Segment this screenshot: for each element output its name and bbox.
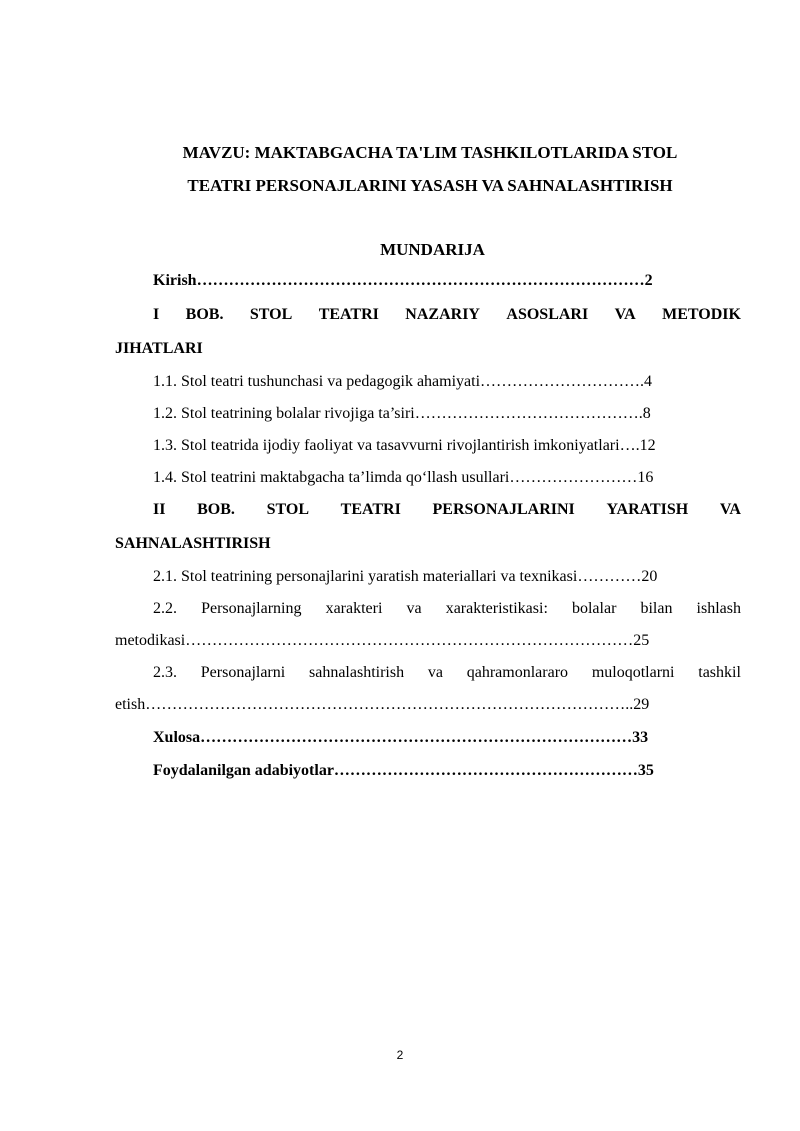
toc-word: STOL — [249, 306, 293, 323]
toc-entry-chapter-2-cont: SAHNALASHTIRISH — [115, 535, 271, 552]
toc-entry-xulosa: Xulosa………………………………………………………………………33 — [153, 729, 649, 746]
toc-entry-adabiyotlar: Foydalanilgan adabiyotlar…………………………………………………35 — [153, 762, 654, 779]
toc-entry-chapter-1 — [153, 305, 741, 325]
toc-word: bolalar — [571, 600, 617, 617]
toc-word: 2.3. — [153, 664, 177, 681]
toc-entry-2-1: 2.1. Stol teatrining personajlarini yaratish materiallari va texnikasi…………20 — [153, 568, 658, 585]
toc-entry-2-2 — [153, 599, 741, 619]
toc-word: Personajlarni — [200, 664, 286, 681]
toc-word: ASOSLARI — [506, 306, 589, 323]
toc-word: ishlash — [696, 600, 741, 617]
toc-entry-1-3: 1.3. Stol teatrida ijodiy faoliyat va tasavvurni rivojlantirish imkoniyatlari….12 — [153, 437, 656, 454]
toc-entry-2-3 — [153, 663, 741, 683]
toc-entry-chapter-2 — [153, 500, 741, 520]
toc-heading: MUNDARIJA — [380, 240, 485, 259]
toc-word: I — [153, 306, 160, 323]
toc-word: Personajlarning — [201, 600, 302, 617]
toc-word: VA — [614, 306, 636, 323]
toc-word: bilan — [640, 600, 673, 617]
toc-word: sahnalashtirish — [308, 664, 405, 681]
toc-word: METODIK — [662, 306, 741, 323]
toc-word: YARATISH — [606, 501, 689, 518]
toc-word: xarakteri — [325, 600, 383, 617]
toc-word: va — [427, 664, 443, 681]
toc-word: muloqotlarni — [591, 664, 675, 681]
toc-word: STOL — [266, 501, 309, 518]
document-title-line-2: TEATRI PERSONAJLARINI YASASH VA SAHNALASHTIRISH — [187, 176, 673, 195]
toc-word: va — [406, 600, 422, 617]
toc-word: II — [153, 501, 166, 518]
toc-word: tashkil — [698, 664, 741, 681]
toc-entry-1-2: 1.2. Stol teatrining bolalar rivojiga ta’siri…………………………………….8 — [153, 405, 651, 422]
toc-word: qahramonlararo — [466, 664, 569, 681]
toc-word: 2.2. — [153, 600, 177, 617]
page-number: 2 — [396, 1048, 404, 1062]
toc-entry-2-3-cont: etish………………………………………………………………………………..29 — [115, 696, 650, 713]
toc-word: BOB. — [185, 306, 224, 323]
toc-word: VA — [719, 501, 741, 518]
toc-word: PERSONAJLARINI — [432, 501, 575, 518]
toc-word: BOB. — [197, 501, 235, 518]
toc-word: xarakteristikasi: — [445, 600, 548, 617]
toc-word: TEATRI — [340, 501, 401, 518]
toc-entry-2-2-cont: metodikasi…………………………………………………………………………25 — [115, 632, 650, 649]
toc-entry-1-4: 1.4. Stol teatrini maktabgacha ta’limda qo‘llash usullari……………………16 — [153, 469, 654, 486]
document-title-line-1: MAVZU: MAKTABGACHA TA'LIM TASHKILOTLARIDA STOL — [182, 143, 678, 162]
toc-entry-kirish: Kirish…………………………………………………………………………2 — [153, 272, 653, 289]
toc-word: TEATRI — [318, 306, 379, 323]
toc-entry-chapter-1-cont: JIHATLARI — [115, 340, 203, 357]
toc-word: NAZARIY — [405, 306, 480, 323]
toc-entry-1-1: 1.1. Stol teatri tushunchasi va pedagogik ahamiyati………………………….4 — [153, 373, 653, 390]
